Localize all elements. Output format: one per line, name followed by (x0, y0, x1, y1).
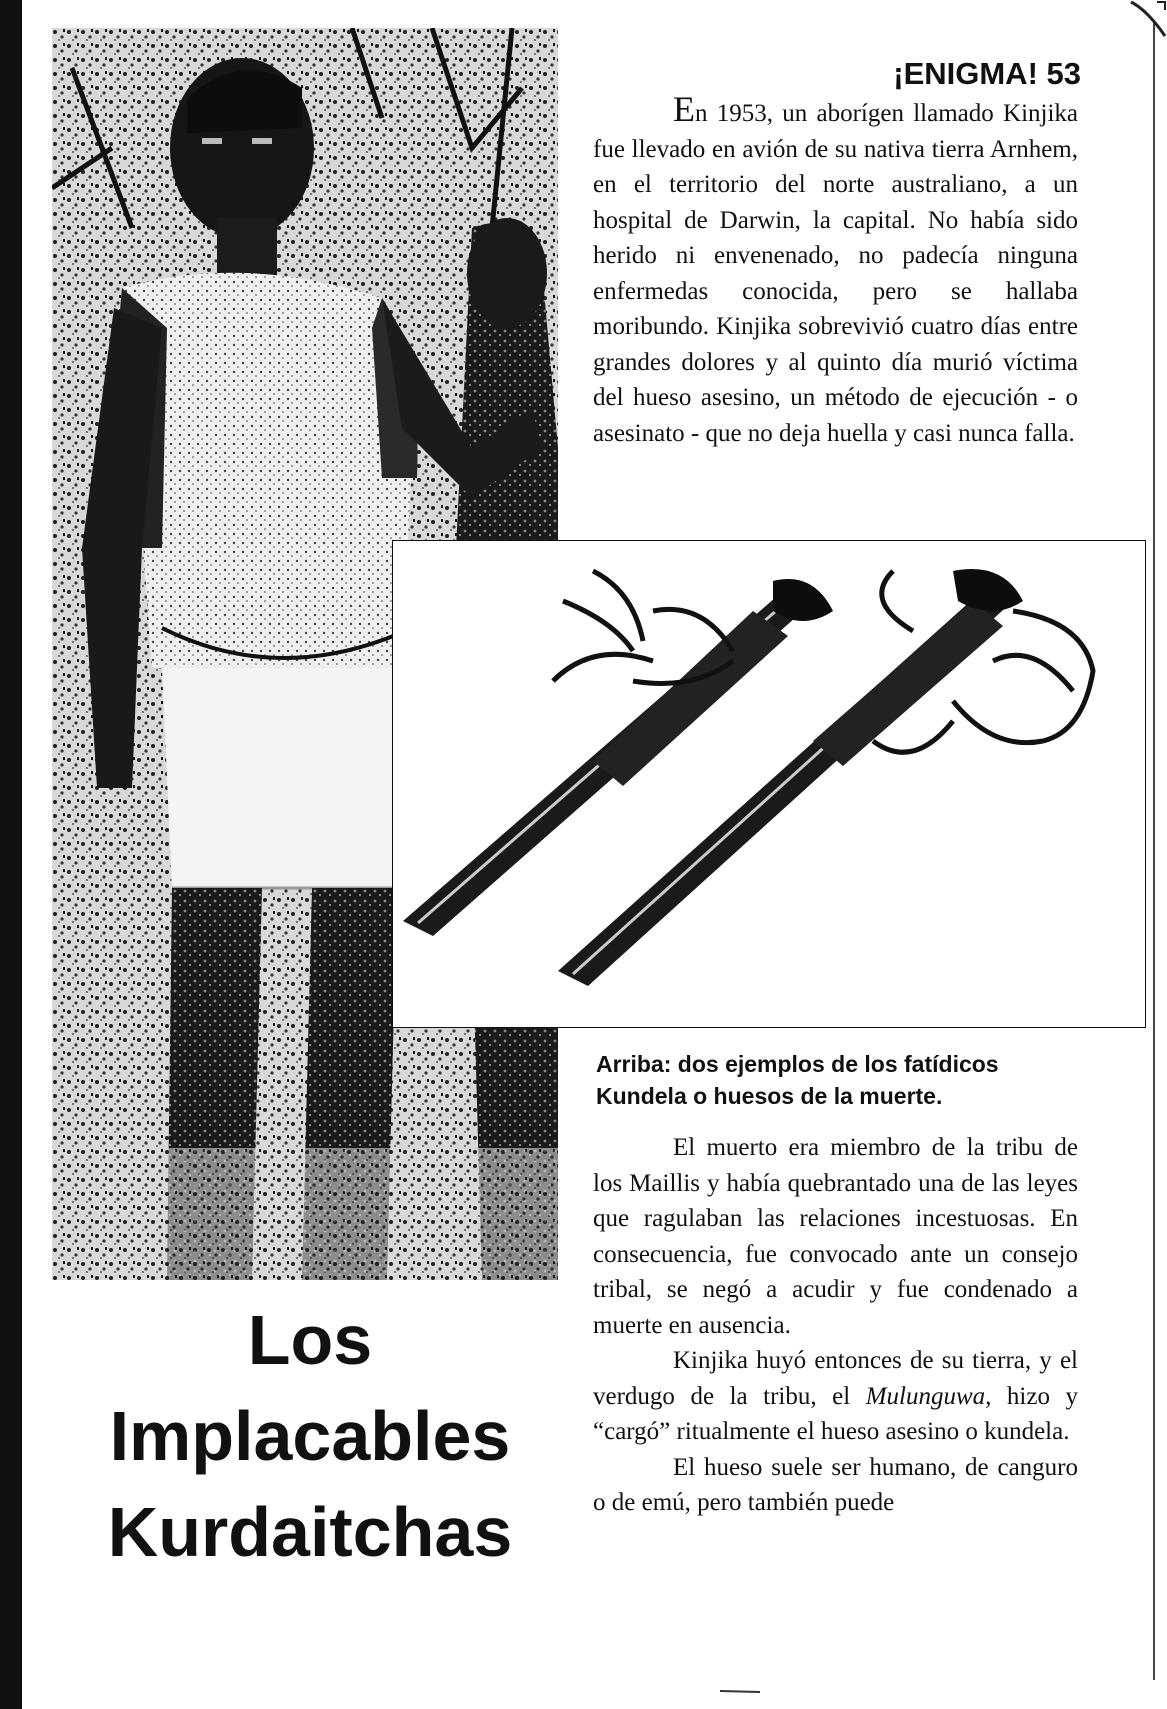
page-right-edge (1153, 20, 1155, 1680)
photo-caption: Arriba: dos ejemplos de los fatídicos Kundela o huesos de la muerte. (596, 1051, 999, 1109)
page-corner-curl (1127, 0, 1167, 40)
headline-line-2: Implacables (109, 1397, 511, 1475)
page-binding-edge (0, 0, 22, 1709)
intro-paragraph (593, 96, 1078, 451)
article-headline (40, 1292, 580, 1580)
headline-line-3: Kurdaitchas (107, 1493, 513, 1571)
intro-text-block (593, 96, 1078, 536)
paragraph-4: El hueso suele ser humano, de canguro o de emú, pero también puede (593, 1453, 1078, 1516)
photo-kundela-bones (392, 540, 1146, 1028)
bone-left (403, 571, 833, 936)
intro-dropcap: E (673, 96, 695, 129)
section-label: ¡ENIGMA! 53 (893, 56, 1081, 91)
body-text-block (593, 1130, 1078, 1600)
paragraph-3-end: hizo y “cargó” ritualmente el hueso asesino o kundela. (593, 1382, 1078, 1445)
paragraph-3-start: Kinjika huyó entonces de su tierra, y el verdugo de la tribu, el (593, 1347, 1078, 1410)
paragraph-3 (593, 1343, 1078, 1450)
intro-body: n 1953, un aborígen llamado Kinjika fue llevado en avión de su nativa tierra Arnhem, en el territorio del norte australiano, a un hospital de Darwin, la capital. No había sido herido ni envenenado, no padecía ninguna enfermedas conocida, pero se hallaba moribundo. Kinjika sobrevivió cuatro días entre grandes dolores y al quinto día murió víctima del hueso asesino, un método de ejecución - o asesinato - que no deja huella y casi nunca falla. (593, 100, 1078, 447)
paragraph-2: El muerto era miembro de la tribu de los Maillis y había quebrantado una de las leyes que ragulaban las relaciones incestuosas. En consecuencia, fue convocado ante un consejo tribal, se negó a acudir y fue condenado a muerte en ausencia. (593, 1134, 1078, 1339)
paragraph-3-italic: Mulunguwa, (865, 1382, 992, 1410)
headline-line-1: Los (247, 1301, 373, 1379)
scan-mark (720, 1688, 760, 1694)
